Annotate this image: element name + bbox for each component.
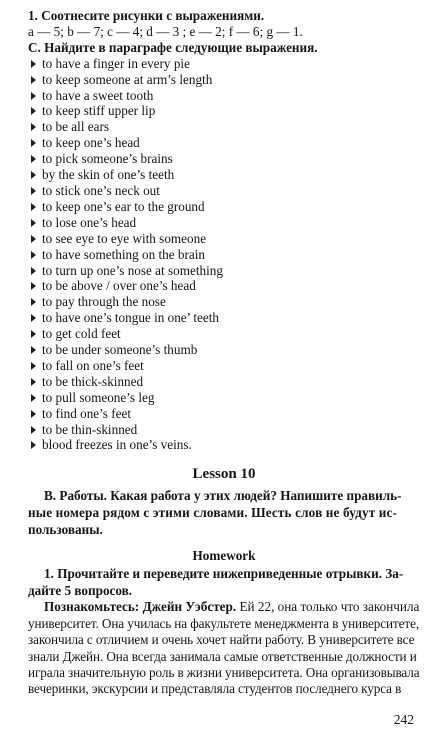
exercise-c-title: C. Найдите в параграфе следующие выражения. [28,39,318,55]
expression-item [28,72,420,88]
homework-text-line: играла значительную роль в жизни университета. Она организовывала [28,665,420,680]
triangle-bullet-icon [31,251,36,259]
expression-item [28,151,420,167]
expression-item [28,310,420,326]
lesson-heading: Lesson 10 [192,466,256,483]
expression-item [28,88,420,104]
triangle-bullet-icon [31,314,36,322]
triangle-bullet-icon [31,139,36,147]
triangle-bullet-icon [31,107,36,115]
expression-text: to get cold feet [42,326,121,342]
exercise-1-title: 1. Соотнесите рисунки с выражениями. [28,8,265,23]
triangle-bullet-icon [31,235,36,243]
triangle-bullet-icon [31,441,36,449]
expression-item [28,119,420,135]
triangle-bullet-icon [31,267,36,275]
expression-text: to keep one’s head [42,135,140,151]
homework-text-line: университет. Она училась на факультете менеджмента в университете, [28,615,420,631]
triangle-bullet-icon [31,171,36,179]
expression-text: to have something on the brain [42,246,205,262]
exercise-b [28,487,420,538]
expression-item [28,247,420,263]
exercise-1-answers: a — 5; b — 7; c — 4; d — 3 ; e — 2; f — 6; g — 1. [28,23,303,39]
expression-text: to pay through the nose [42,294,166,310]
expression-item [28,326,420,342]
triangle-bullet-icon [31,346,36,354]
expression-item [28,231,420,247]
expression-text: to be thick-skinned [42,373,144,389]
expression-text: to turn up one’s nose at something [42,262,223,278]
page-content [28,8,420,698]
expression-text: to lose one’s head [42,214,137,230]
expression-text: to pick someone’s brains [42,151,173,167]
expression-text: to be all ears [42,119,110,135]
expression-item [28,422,420,438]
homework-text [28,599,420,697]
expression-text: to have a finger in every pie [42,55,190,71]
expression-item [28,183,420,199]
triangle-bullet-icon [31,298,36,306]
triangle-bullet-icon [31,410,36,418]
triangle-bullet-icon [31,362,36,370]
exercise-b-line: B. Работы. Какая работа у этих людей? Напишите правиль- [44,488,402,504]
expression-text: to have a sweet tooth [42,87,154,103]
triangle-bullet-icon [31,219,36,227]
expression-text: blood freezes in one’s veins. [42,437,192,453]
expression-item [28,135,420,151]
expression-text: to be thin-skinned [42,421,138,437]
homework-heading: Homework [192,548,256,564]
exercise-b-line: ные номера рядом с этими словами. Шесть слов не будут ис- [28,505,398,521]
expression-item [28,263,420,279]
expression-text: to see eye to eye with someone [42,230,207,246]
triangle-bullet-icon [31,92,36,100]
homework-text-first-line [28,599,420,615]
expression-text: to fall on one’s feet [42,357,144,373]
expression-text: to be above / over one’s head [42,278,196,294]
expression-item [28,215,420,231]
triangle-bullet-icon [31,378,36,386]
homework-task [28,566,420,599]
homework-task-line: 1. Прочитайте и переведите нижеприведенные отрывки. За- [44,566,404,582]
homework-lead-bold: Познакомьтесь: Джейн Уэбстер. [44,599,237,615]
expressions-list [28,56,420,454]
homework-text-line: вечеринки, экскурсии и представляла студентов последнего курса в [28,681,402,697]
expression-item [28,437,420,453]
triangle-bullet-icon [31,203,36,211]
expression-text: to stick one’s neck out [42,182,160,198]
exercise-b-line: пользованы. [28,522,103,538]
triangle-bullet-icon [31,60,36,68]
expression-item [28,103,420,119]
homework-lead-rest: Ей 22, она только что закончила [236,599,420,615]
triangle-bullet-icon [31,187,36,195]
expression-item [28,294,420,310]
homework-task-line: дайте 5 вопросов. [28,582,133,598]
expression-text: to keep one’s ear to the ground [42,198,205,214]
expression-text: to keep stiff upper lip [42,103,156,119]
expression-item [28,167,420,183]
homework-text-line: знали Джейн. Она всегда занимала самые ответственные должности и [28,648,417,664]
triangle-bullet-icon [31,426,36,434]
expression-item [28,406,420,422]
expression-item [28,358,420,374]
triangle-bullet-icon [31,282,36,290]
triangle-bullet-icon [31,330,36,338]
expression-item [28,390,420,406]
expression-text: to be under someone’s thumb [42,342,198,358]
expression-item [28,278,420,294]
expression-text: to have one’s tongue in one’ teeth [42,310,219,326]
page-number: 242 [393,712,414,727]
expression-text: to find one’s feet [42,405,131,421]
expression-item [28,56,420,72]
triangle-bullet-icon [31,155,36,163]
triangle-bullet-icon [31,76,36,84]
triangle-bullet-icon [31,394,36,402]
expression-text: by the skin of one’s teeth [42,167,175,183]
expression-item [28,199,420,215]
expression-text: to keep someone at arm’s length [42,71,213,87]
expression-text: to pull someone’s leg [42,389,155,405]
homework-text-line: закончила с отличием и очень хочет найти работу. В университете все [28,632,415,648]
expression-item [28,374,420,390]
expression-item [28,342,420,358]
triangle-bullet-icon [31,123,36,131]
